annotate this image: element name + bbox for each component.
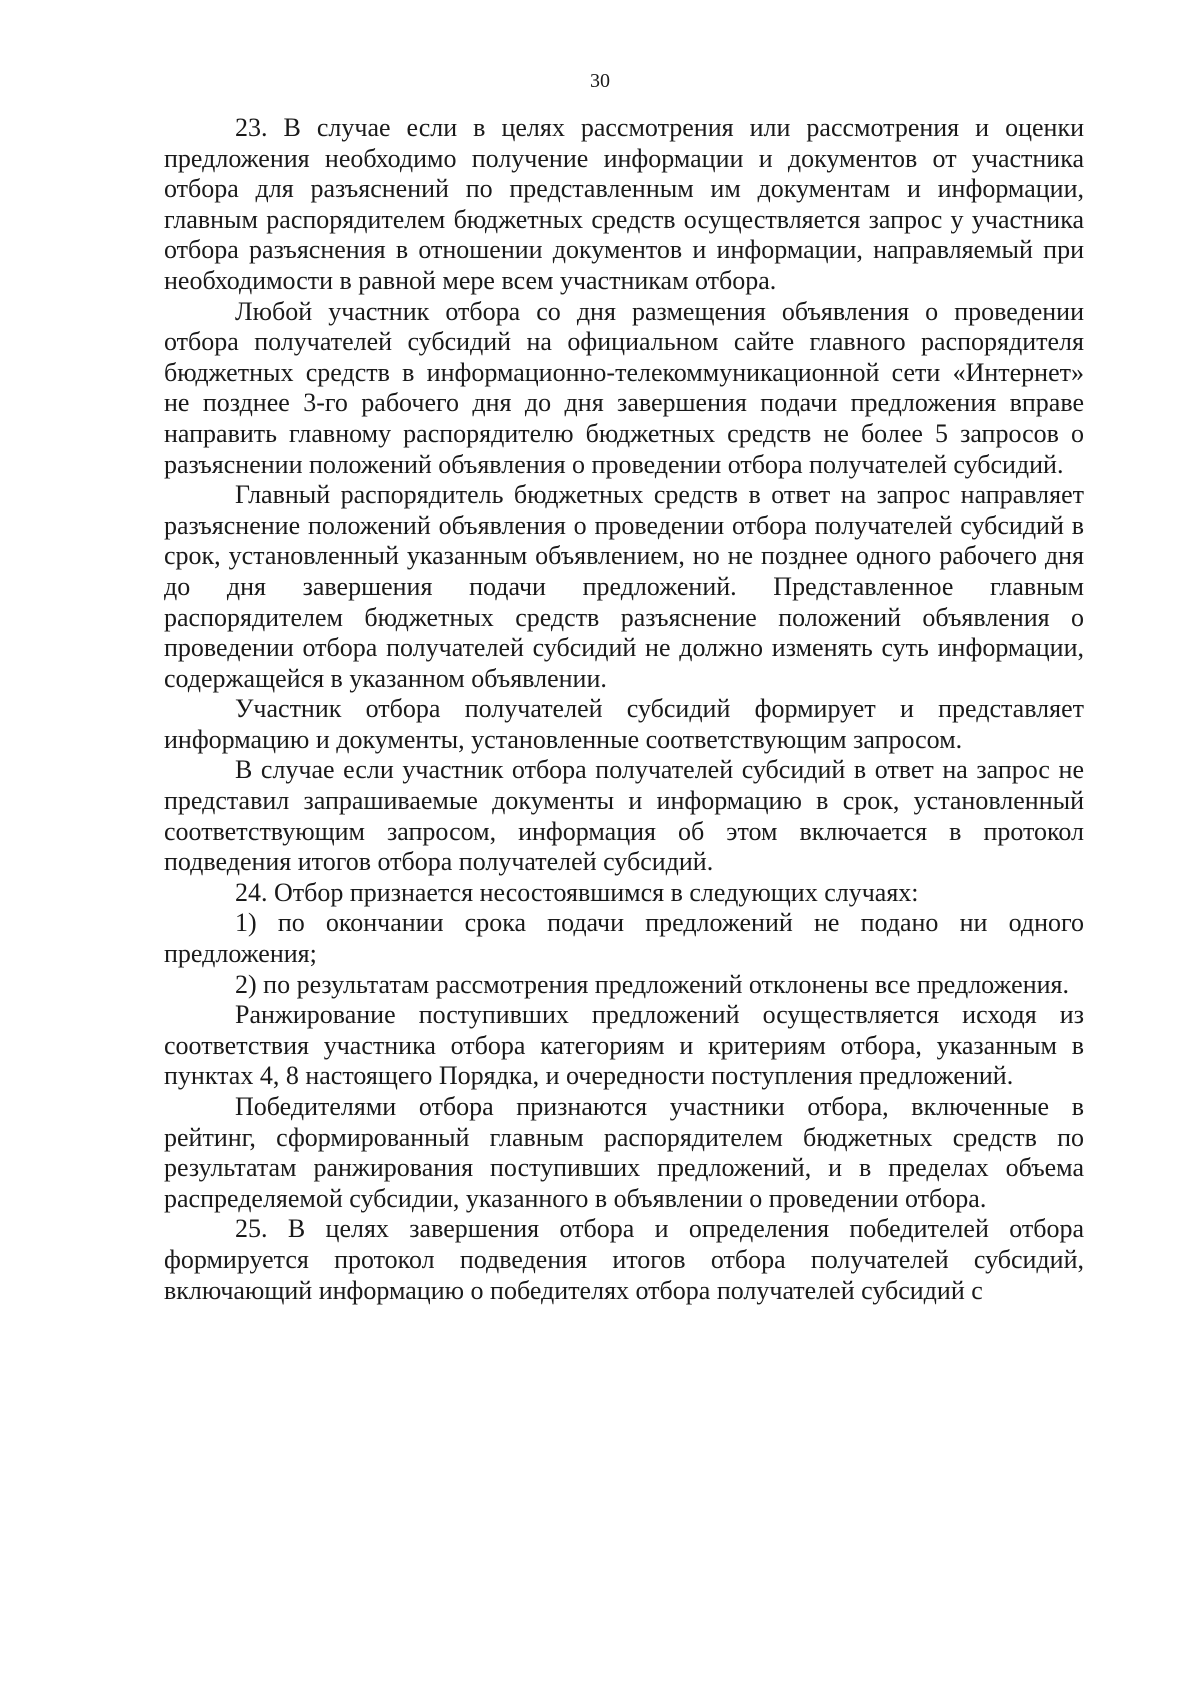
paragraph-failure-to-submit: В случае если участник отбора получателей субсидий в ответ на запрос не представил запрашиваемые документы и информацию в срок, установленный соответствующим запросом, информация об этом включается в протокол подведения итогов отбора получателей субсидий.: [164, 755, 1084, 877]
page-number: 30: [590, 70, 610, 92]
paragraph-clause-25: 25. В целях завершения отбора и определения победителей отбора формируется протокол подведения итогов отбора получателей субсидий, включающий информацию о победителях отбора получателей субсидий с: [164, 1214, 1084, 1305]
document-body: [164, 113, 1084, 1306]
paragraph-case-1: 1) по окончании срока подачи предложений не подано ни одного предложения;: [164, 908, 1084, 969]
paragraph-case-2: 2) по результатам рассмотрения предложений отклонены все предложения.: [235, 969, 1069, 999]
paragraph-clarification-response: Главный распорядитель бюджетных средств в ответ на запрос направляет разъяснение положений объявления о проведении отбора получателей субсидий в срок, установленный указанным объявлением, но не позднее одного рабочего дня до дня завершения подачи предложений. Представленное главным распорядителем бюджетных средств разъяснение положений объявления о проведении отбора получателей субсидий не должно изменять суть информации, содержащейся в указанном объявлении.: [164, 480, 1084, 693]
paragraph-clause-24: 24. Отбор признается несостоявшимся в следующих случаях:: [235, 877, 919, 907]
paragraph-ranking: Ранжирование поступивших предложений осуществляется исходя из соответствия участника отбора категориям и критериям отбора, указанным в пунктах 4, 8 настоящего Порядка, и очередности поступления предложений.: [164, 1000, 1084, 1091]
paragraph-winners: Победителями отбора признаются участники отбора, включенные в рейтинг, сформированный главным распорядителем бюджетных средств по результатам ранжирования поступивших предложений, и в пределах объема распределяемой субсидии, указанного в объявлении о проведении отбора.: [164, 1092, 1084, 1213]
paragraph-clarification-requests: Любой участник отбора со дня размещения объявления о проведении отбора получателей субсидий на официальном сайте главного распорядителя бюджетных средств в информационно-телекоммуникационной сети «Интернет» не позднее 3-го рабочего дня до дня завершения подачи предложения вправе направить главному распорядителю бюджетных средств не более 5 запросов о разъяснении положений объявления о проведении отбора получателей субсидий.: [164, 296, 1084, 479]
paragraph-participant-submits: Участник отбора получателей субсидий формирует и представляет информацию и документы, установленные соответствующим запросом.: [164, 694, 1084, 754]
paragraph-clause-23: 23. В случае если в целях рассмотрения или рассмотрения и оценки предложения необходимо получение информации и документов от участника отбора для разъяснений по представленным им документам и информации, главным распорядителем бюджетных средств осуществляется запрос у участника отбора разъяснения в отношении документов и информации, направляемый при необходимости в равной мере всем участникам отбора.: [164, 113, 1084, 295]
